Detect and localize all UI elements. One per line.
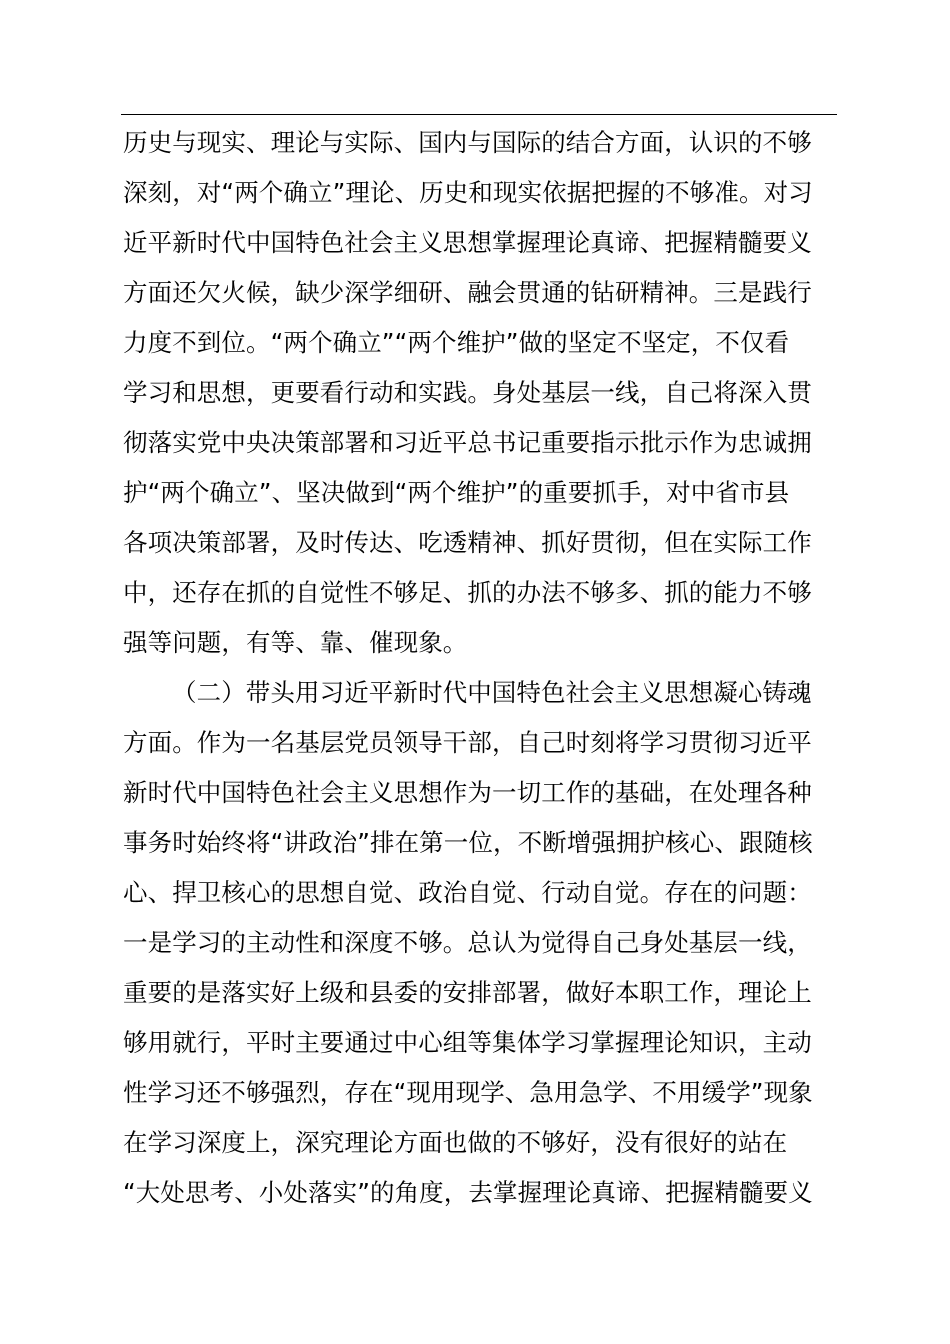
text-line: 中，还存在抓的自觉性不够足、抓的办法不够多、抓的能力不够: [123, 578, 812, 607]
text-line: 在学习深度上，深究理论方面也做的不够好，没有很好的站在: [123, 1128, 788, 1157]
section-heading-line: （二）带头用习近平新时代中国特色社会主义思想凝心铸魂: [172, 678, 812, 707]
text-line: 心、捍卫核心的思想自觉、政治自觉、行动自觉。存在的问题：: [123, 878, 812, 907]
header-rule: [121, 114, 837, 115]
text-line: 深刻，对“两个确立”理论、历史和现实依据把握的不够准。对习: [123, 178, 813, 207]
text-line: “大处思考、小处落实”的角度，去掌握理论真谛、把握精髓要义: [123, 1178, 813, 1207]
text-line: 近平新时代中国特色社会主义思想掌握理论真谛、把握精髓要义: [123, 228, 812, 257]
text-line: 历史与现实、理论与实际、国内与国际的结合方面，认识的不够: [123, 128, 812, 157]
text-line: 性学习还不够强烈，存在“现用现学、急用急学、不用缓学”现象: [123, 1078, 813, 1107]
text-line: 彻落实党中央决策部署和习近平总书记重要指示批示作为忠诚拥: [123, 428, 812, 457]
text-line: 一是学习的主动性和深度不够。总认为觉得自己身处基层一线，: [123, 928, 812, 957]
text-line: 事务时始终将“讲政治”排在第一位，不断增强拥护核心、跟随核: [123, 828, 813, 857]
text-line: 强等问题，有等、靠、催现象。: [123, 628, 468, 657]
text-line: 学习和思想，更要看行动和实践。身处基层一线，自己将深入贯: [123, 378, 812, 407]
text-line: 够用就行，平时主要通过中心组等集体学习掌握理论知识，主动: [123, 1028, 812, 1057]
text-line: 各项决策部署，及时传达、吃透精神、抓好贯彻，但在实际工作: [123, 528, 812, 557]
body-text: [123, 118, 839, 1218]
text-line: 力度不到位。“两个确立”“两个维护”做的坚定不坚定，不仅看: [123, 328, 790, 357]
text-line: 重要的是落实好上级和县委的安排部署，做好本职工作，理论上: [123, 978, 812, 1007]
text-line: 新时代中国特色社会主义思想作为一切工作的基础，在处理各种: [123, 778, 812, 807]
text-line: 方面。作为一名基层党员领导干部，自己时刻将学习贯彻习近平: [123, 728, 812, 757]
text-line: 护“两个确立”、坚决做到“两个维护”的重要抓手，对中省市县: [123, 478, 790, 507]
text-line: 方面还欠火候，缺少深学细研、融会贯通的钻研精神。三是践行: [123, 278, 812, 307]
